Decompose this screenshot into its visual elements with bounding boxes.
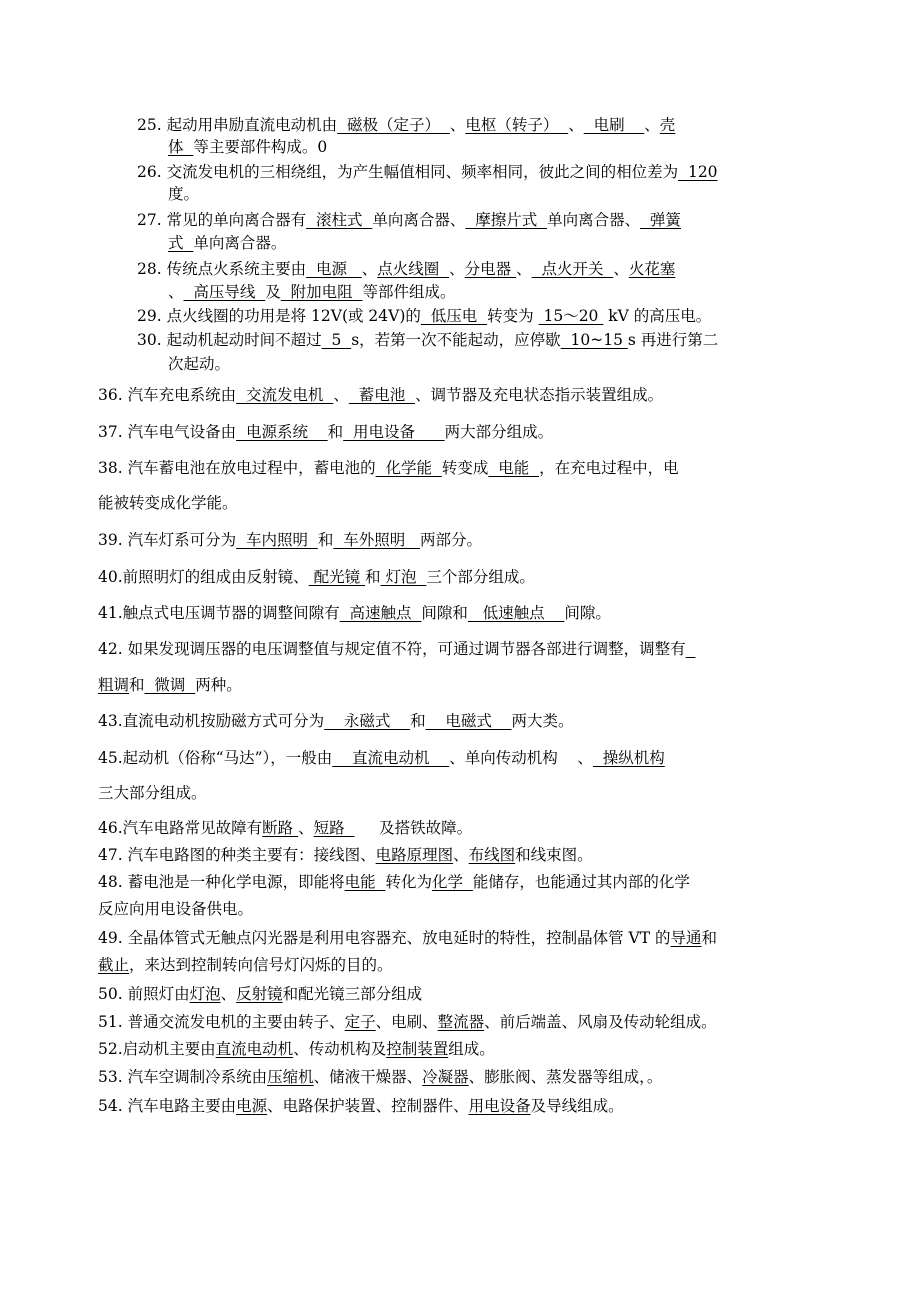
blank-answer: 高速触点 xyxy=(339,604,422,622)
item-number: 41. xyxy=(98,604,123,622)
blank-answer: 壳 xyxy=(659,116,676,134)
item-46: 46.汽车电路常见故障有断路 、短路 及搭铁故障。 xyxy=(98,819,473,837)
blank-answer: 操纵机构 xyxy=(592,749,665,767)
blank-answer: 5 xyxy=(321,331,352,349)
item-37: 37. 汽车电气设备由 电源系统 和 用电设备 两大部分组成。 xyxy=(98,423,554,441)
item-40: 40.前照明灯的组成由反射镜、 配光镜 和 灯泡 三个部分组成。 xyxy=(98,568,535,586)
item-number: 39. xyxy=(98,531,123,549)
blank-answer: 微调 xyxy=(144,676,196,694)
blank-answer: 永磁式 xyxy=(324,712,411,730)
item-number: 28. xyxy=(137,260,162,278)
blank-answer: 电磁式 xyxy=(425,712,512,730)
item-number: 36. xyxy=(98,386,123,404)
item-25-continued: 体 等主要部件构成。0 xyxy=(168,138,328,156)
item-50: 50. 前照灯由灯泡、反射镜和配光镜三部分组成 xyxy=(98,985,423,1003)
blank-answer: 电能 xyxy=(344,873,386,891)
blank-answer: 分电器 xyxy=(464,260,517,278)
blank-answer: 蓄电池 xyxy=(348,386,416,404)
item-number: 48. xyxy=(98,873,123,891)
item-27-continued: 式 单向离合器。 xyxy=(168,234,287,252)
item-29: 29. 点火线圈的功用是将 12V(或 24V)的 低压电 转变为 15～20 kV 的高压电。 xyxy=(137,307,712,325)
item-38: 38. 汽车蓄电池在放电过程中，蓄电池的 化学能 转变成 电能 ，在充电过程中，电 xyxy=(98,459,679,477)
blank-answer: 电刷 xyxy=(583,116,645,134)
blank-answer: 附加电阻 xyxy=(280,283,363,301)
blank-answer: 电路原理图 xyxy=(375,846,454,864)
item-number: 43. xyxy=(98,712,123,730)
item-36: 36. 汽车充电系统由 交流发电机 、 蓄电池 、调节器及充电状态指示装置组成。 xyxy=(98,386,664,404)
item-number: 40. xyxy=(98,568,123,586)
blank-answer: 电枢（转子） xyxy=(465,116,569,134)
item-53: 53. 汽车空调制冷系统由压缩机、储液干燥器、冷凝器、膨胀阀、蒸发器等组成，。 xyxy=(98,1068,663,1086)
item-41: 41.触点式电压调节器的调整间隙有 高速触点 间隙和 低速触点 间隙。 xyxy=(98,604,611,622)
blank-answer xyxy=(686,640,696,658)
blank-answer: 电源 xyxy=(236,1097,268,1115)
blank-answer: 定子 xyxy=(344,1013,376,1031)
blank-answer: 导通 xyxy=(670,929,702,947)
item-number: 25. xyxy=(137,116,162,134)
item-26: 26. 交流发电机的三相绕组，为产生幅值相同、频率相同，彼此之间的相位差为 120 xyxy=(137,163,718,181)
blank-answer: 摩擦片式 xyxy=(465,211,548,229)
blank-answer: 布线图 xyxy=(468,846,516,864)
blank-answer: 冷凝器 xyxy=(422,1068,469,1086)
blank-answer: 电能 xyxy=(488,459,540,477)
item-number: 38. xyxy=(98,459,123,477)
item-27: 27. 常见的单向离合器有 滚柱式 单向离合器、 摩擦片式 单向离合器、 弹簧 xyxy=(137,211,681,229)
blank-answer: 15～20 xyxy=(538,307,604,325)
blank-answer: 120 xyxy=(678,163,718,181)
blank-answer: 10~15 xyxy=(560,331,628,349)
item-47: 47. 汽车电路图的种类主要有：接线图、电路原理图、布线图和线束图。 xyxy=(98,846,593,864)
blank-answer: 点火开关 xyxy=(531,260,614,278)
item-number: 46. xyxy=(98,819,123,837)
item-number: 49. xyxy=(98,929,123,947)
item-number: 47. xyxy=(98,846,123,864)
item-number: 37. xyxy=(98,423,123,441)
item-number: 50. xyxy=(98,985,123,1003)
blank-answer: 点火线圈 xyxy=(377,260,450,278)
blank-answer: 化学 xyxy=(431,873,473,891)
item-45-continued: 三大部分组成。 xyxy=(98,784,207,802)
item-45: 45.起动机（俗称“马达”），一般由 直流电动机 、单向传动机构 、 操纵机构 xyxy=(98,749,665,767)
blank-answer: 截止 xyxy=(98,956,130,974)
item-28-continued: 、 高压导线 及 附加电阻 等部件组成。 xyxy=(168,283,456,301)
blank-answer: 直流电动机 xyxy=(215,1040,294,1058)
blank-answer: 火花塞 xyxy=(628,260,676,278)
blank-answer: 电源 xyxy=(306,260,362,278)
blank-answer: 式 xyxy=(168,234,194,252)
item-49: 49. 全晶体管式无触点闪光器是利用电容器充、放电延时的特性，控制晶体管 VT 的导通和 xyxy=(98,929,718,947)
blank-answer: 磁极（定子） xyxy=(337,116,450,134)
item-42-continued: 粗调和 微调 两种。 xyxy=(98,676,242,694)
item-number: 53. xyxy=(98,1068,123,1086)
item-30-continued: 次起动。 xyxy=(168,355,231,373)
blank-answer: 直流电动机 xyxy=(332,749,450,767)
blank-answer: 车内照明 xyxy=(236,531,318,549)
blank-answer: 体 xyxy=(168,138,194,156)
blank-answer: 用电设备 xyxy=(468,1097,531,1115)
item-number: 27. xyxy=(137,211,162,229)
blank-answer: 低压电 xyxy=(420,307,488,325)
blank-answer: 断路 xyxy=(262,819,299,837)
item-39: 39. 汽车灯系可分为 车内照明 和 车外照明 两部分。 xyxy=(98,531,482,549)
item-49-continued: 截止，来达到控制转向信号灯闪烁的目的。 xyxy=(98,956,393,974)
item-number: 54. xyxy=(98,1097,123,1115)
blank-answer: 车外照明 xyxy=(333,531,420,549)
blank-answer: 高压导线 xyxy=(183,283,266,301)
blank-answer: 反射镜 xyxy=(236,985,283,1003)
item-48: 48. 蓄电池是一种化学电源，即能将电能 转化为化学 能储存，也能通过其内部的化学 xyxy=(98,873,690,891)
blank-answer: 电源系统 xyxy=(236,423,328,441)
item-51: 51. 普通交流发电机的主要由转子、定子、电刷、整流器、前后端盖、风扇及传动轮组成。 xyxy=(98,1013,717,1031)
blank-answer: 滚柱式 xyxy=(306,211,373,229)
item-30: 30. 起动机起动时间不超过 5 s，若第一次不能起动，应停歇 10~15 s 再进行第二 xyxy=(137,331,719,349)
blank-answer: 整流器 xyxy=(437,1013,485,1031)
item-28: 28. 传统点火系统主要由 电源 、点火线圈 、分电器 、 点火开关 、火花塞 xyxy=(137,260,676,278)
blank-answer: 灯泡 xyxy=(189,985,221,1003)
item-25: 25. 起动用串励直流电动机由 磁极（定子） 、电枢（转子） 、 电刷 、壳 xyxy=(137,116,676,134)
item-number: 45. xyxy=(98,749,123,767)
item-54: 54. 汽车电路主要由电源、电路保护装置、控制器件、用电设备及导线组成。 xyxy=(98,1097,624,1115)
item-number: 29. xyxy=(137,307,162,325)
blank-answer: 压缩机 xyxy=(267,1068,314,1086)
item-26-continued: 度。 xyxy=(168,185,200,203)
item-52: 52.启动机主要由直流电动机、传动机构及控制装置组成。 xyxy=(98,1040,495,1058)
blank-answer: 短路 xyxy=(313,819,355,837)
blank-answer: 交流发电机 xyxy=(236,386,334,404)
item-number: 52. xyxy=(98,1040,123,1058)
blank-answer: 用电设备 xyxy=(343,423,445,441)
blank-answer: 控制装置 xyxy=(386,1040,449,1058)
item-number: 26. xyxy=(137,163,162,181)
item-number: 51. xyxy=(98,1013,123,1031)
blank-answer: 化学能 xyxy=(375,459,442,477)
item-number: 42. xyxy=(98,640,123,658)
blank-answer: 粗调 xyxy=(98,676,130,694)
item-48-continued: 反应向用电设备供电。 xyxy=(98,900,254,918)
blank-answer: 弹簧 xyxy=(640,211,681,229)
item-42: 42. 如果发现调压器的电压调整值与规定值不符，可通过调节器各部进行调整，调整有 xyxy=(98,639,695,659)
blank-answer: 配光镜 xyxy=(308,568,366,586)
blank-answer: 低速触点 xyxy=(467,604,565,622)
blank-answer: 灯泡 xyxy=(380,568,427,586)
item-43: 43.直流电动机按励磁方式可分为 永磁式 和 电磁式 两大类。 xyxy=(98,712,574,730)
item-number: 30. xyxy=(137,331,162,349)
item-38-continued: 能被转变成化学能。 xyxy=(98,494,238,512)
